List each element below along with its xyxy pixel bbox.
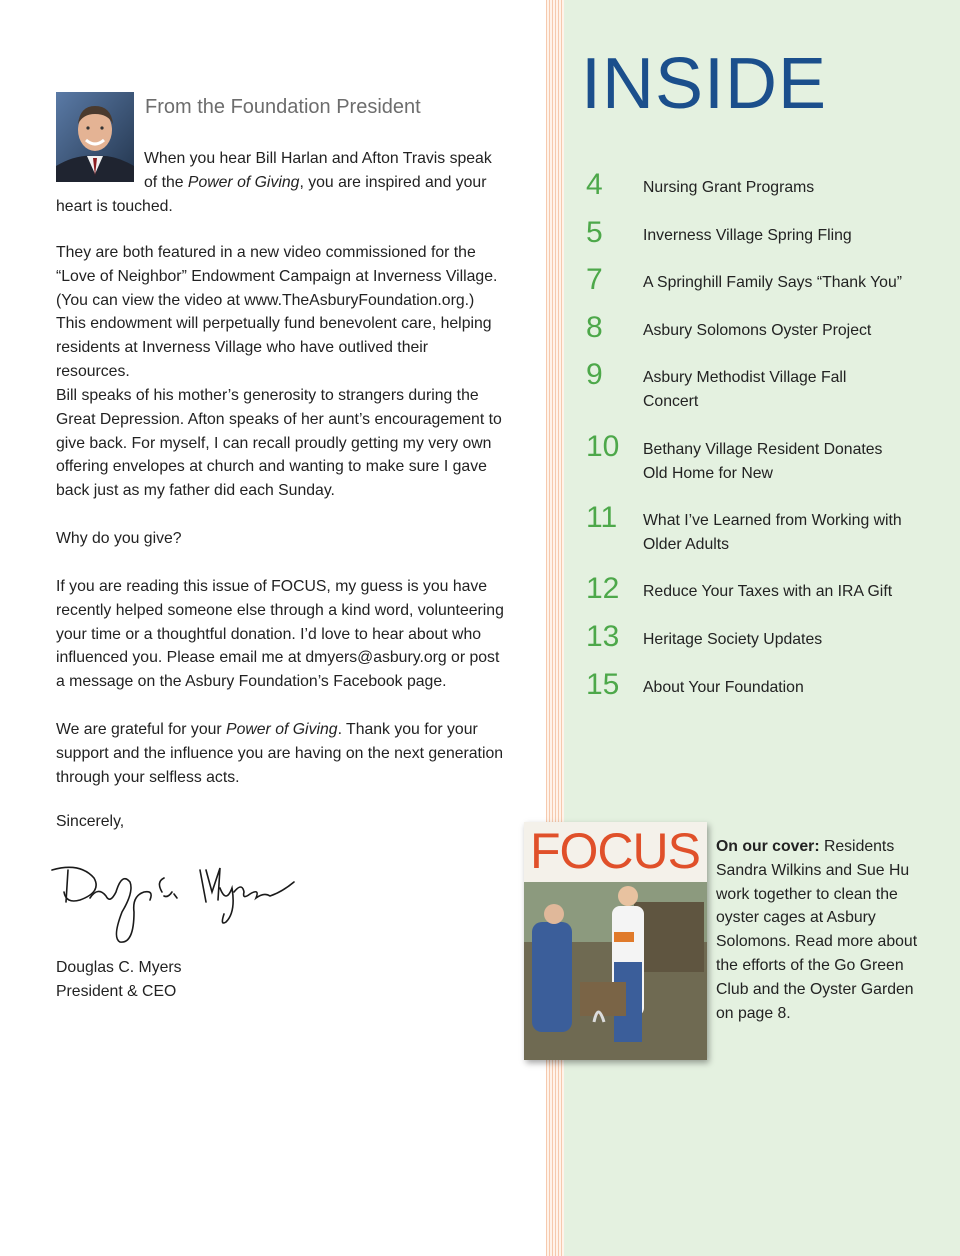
cover-logo: FOCUS	[530, 823, 700, 879]
toc-title: Bethany Village Resident Donates Old Home for New	[643, 441, 883, 482]
toc-page-number: 10	[586, 430, 620, 463]
intro-line: When you hear Bill Harlan and Afton Travis speak	[144, 150, 492, 167]
inside-title: INSIDE	[581, 44, 828, 124]
toc-title: What I’ve Learned from Working with Older Adults	[643, 512, 902, 553]
toc-page-number: 11	[586, 501, 618, 534]
toc-page-number: 4	[586, 168, 603, 201]
toc-page-number: 8	[586, 311, 603, 344]
toc-title: Reduce Your Taxes with an IRA Gift	[643, 583, 893, 600]
intro-line: heart is touched.	[56, 197, 173, 215]
page-divider	[546, 0, 564, 1256]
toc-title: Heritage Society Updates	[643, 631, 823, 648]
letter-closing: Sincerely,	[56, 813, 125, 830]
toc-page-number: 5	[586, 216, 603, 249]
cover-caption	[716, 835, 926, 1025]
letter-paragraph: We are grateful for your Power of Giving. Thank you for your support and the influence you are having on the next generation through your selfless acts.	[56, 721, 504, 786]
toc-page-number: 13	[586, 620, 620, 653]
cover-caption-lead: On our cover:	[716, 838, 820, 855]
letter-paragraph: Bill speaks of his mother’s generosity to strangers during the Great Depression. Afton speaks of her aunt’s encouragement to give back. For myself, I can recall proudly getting my very own offering envelopes at church and wanting to make sure I gave back just as my father did each Sunday.	[56, 387, 502, 500]
toc-page-number: 12	[586, 572, 620, 605]
signer-block	[56, 956, 182, 1004]
letter-paragraph: They are both featured in a new video commissioned for the “Love of Neighbor” Endowment Campaign at Inverness Village. (You can view the video at www.TheAsburyFoundation.org.) This endowment will perpetually fund benevolent care, helping residents at Inverness Village who have outlived their resources.	[56, 244, 498, 380]
toc-title: Nursing Grant Programs	[643, 179, 815, 196]
letter-heading: From the Foundation President	[145, 96, 421, 118]
toc-page-number: 7	[586, 263, 603, 296]
letter-paragraph: Why do you give?	[56, 530, 182, 547]
toc-title: About Your Foundation	[643, 679, 804, 696]
signature-image	[50, 852, 300, 952]
toc-title: Asbury Solomons Oyster Project	[643, 322, 872, 339]
letter-paragraph: If you are reading this issue of FOCUS, my guess is you have recently helped someone else through a kind word, volunteering your time or a thoughtful donation. I’d love to hear about who influenced you. Please email me at dmyers@asbury.org or post a message on the Asbury Foundation’s Facebook page.	[56, 578, 504, 691]
cover-thumbnail	[524, 822, 707, 1060]
cover-caption-text: Residents Sandra Wilkins and Sue Hu work together to clean the oyster cages at Asbury Solomons. Read more about the efforts of the Go Green Club and the Oyster Garden on page 8.	[716, 838, 918, 1022]
signer-name: Douglas C. Myers	[56, 959, 182, 976]
toc-title: A Springhill Family Says “Thank You”	[643, 274, 903, 291]
toc-title: Asbury Methodist Village Fall Concert	[643, 369, 847, 410]
intro-line: of the Power of Giving, you are inspired and your	[144, 173, 487, 191]
toc-title: Inverness Village Spring Fling	[643, 227, 852, 244]
letter-intro	[56, 147, 506, 218]
signer-title: President & CEO	[56, 982, 177, 1000]
toc-page-number: 15	[586, 668, 620, 701]
toc-page-number: 9	[586, 358, 603, 391]
